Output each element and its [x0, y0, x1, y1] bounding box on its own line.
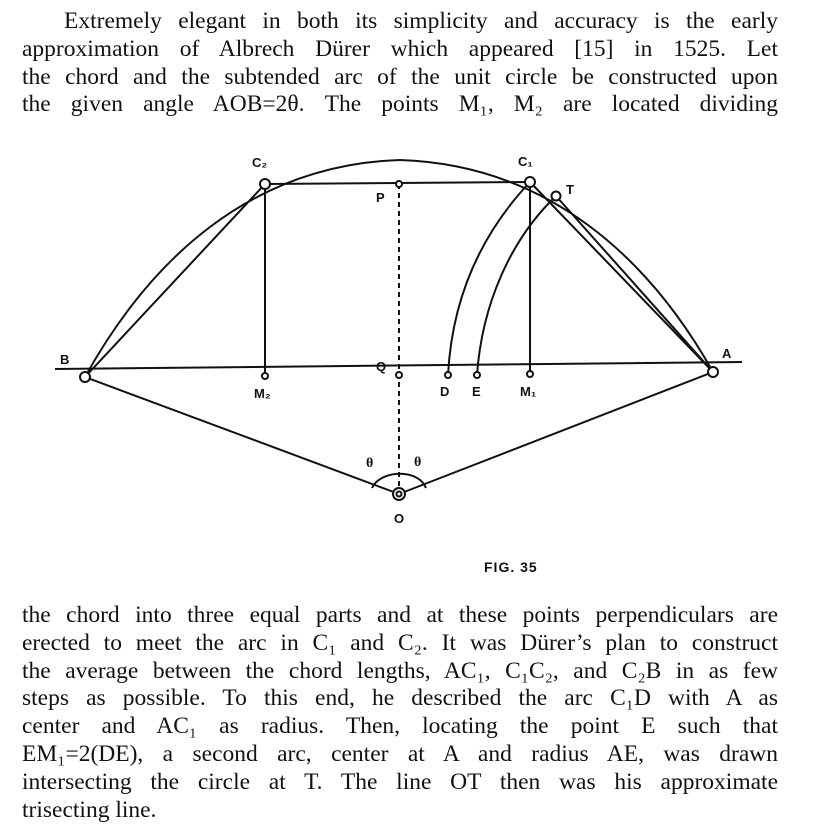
text-line: center and AC₁ as radius. Then, locating the point E such that	[22, 713, 778, 740]
paragraph-continuation	[22, 602, 778, 824]
label-theta-left: θ	[366, 456, 374, 471]
text-line: erected to meet the arc in C₁ and C₂. It was Dürer’s plan to construct	[22, 629, 778, 656]
label-m2: M₂	[254, 386, 271, 401]
label-c2: C₂	[252, 155, 268, 170]
label-theta-right: θ	[414, 455, 422, 470]
paragraph-intro	[22, 8, 778, 119]
label-p: P	[376, 190, 385, 205]
line-b-c2	[85, 184, 265, 377]
label-e: E	[472, 384, 481, 399]
label-c1: C₁	[518, 154, 533, 169]
point-c2	[260, 179, 270, 189]
point-m2	[262, 373, 268, 379]
text-line: approximation of Albrech Dürer which appeared [15] in 1525. Let	[22, 35, 778, 62]
point-e	[474, 372, 480, 378]
label-t: T	[566, 182, 574, 197]
point-m1	[527, 371, 533, 377]
line-t-a	[556, 196, 713, 372]
text-line: trisecting line.	[22, 796, 157, 823]
text-line: the chord into three equal parts and at these points perpendiculars are	[22, 602, 778, 628]
point-t	[552, 192, 561, 201]
text-line: intersecting the circle at T. The line OT then was his approximate	[22, 768, 778, 795]
label-o: O	[394, 511, 405, 526]
text-line: the chord and the subtended arc of the unit circle be constructed upon	[22, 63, 778, 90]
label-a: A	[722, 346, 732, 361]
point-a	[708, 367, 718, 377]
point-q	[396, 372, 402, 378]
arc-c1-d	[448, 182, 530, 375]
point-b	[80, 372, 90, 382]
arc-t-e	[477, 196, 556, 375]
label-d: D	[440, 384, 450, 399]
label-q: Q	[376, 359, 387, 374]
radius-ob	[85, 377, 399, 494]
text-line: Extremely elegant in both its simplicity and accuracy is the early	[64, 8, 778, 34]
point-o-inner	[397, 492, 402, 497]
figure-durer-construction	[0, 140, 828, 590]
point-p	[396, 181, 402, 187]
line-c1-a	[530, 182, 713, 372]
text-line: the average between the chord lengths, AC₁, C₁C₂, and C₂B in as few	[22, 657, 778, 684]
text-line: steps as possible. To this end, he described the arc C₁D with A as	[22, 685, 778, 712]
point-d	[445, 372, 451, 378]
label-b: B	[60, 352, 70, 367]
figure-caption: FIG. 35	[484, 559, 538, 575]
text-line: EM₁=2(DE), a second arc, center at A and radius AE, was drawn	[22, 740, 778, 767]
point-c1	[525, 177, 535, 187]
label-m1: M₁	[520, 384, 537, 399]
text-line: the given angle AOB=2θ. The points M₁, M₂ are located dividing	[22, 91, 778, 118]
